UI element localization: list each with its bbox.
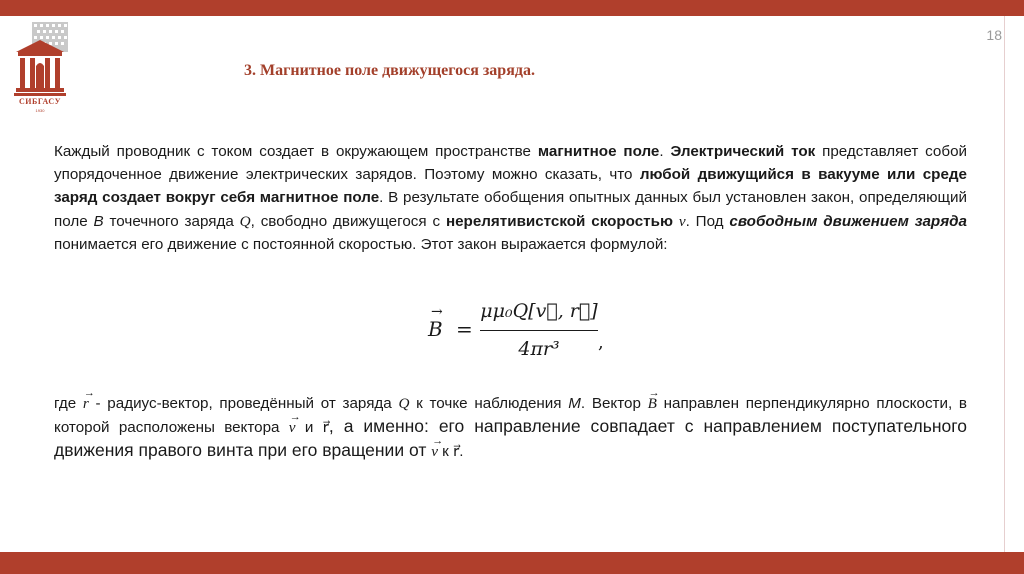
explanation-paragraph: где → r - радиус-вектор, проведённый от заряда Q к точке наблюдения M. Вектор → B направлен перпендикулярно плоскости, в которой расположены вектора → v и r⃗, а именно: его направление совпадает с направлением поступательного движения правого винта при его вращении от → v к r⃗. <box>54 392 967 463</box>
formula-denominator: 4πr³ <box>518 338 560 360</box>
logo-subtitle: 1930 <box>35 108 45 113</box>
vector-r: → r <box>82 387 95 412</box>
formula-comma: , <box>598 332 604 353</box>
intro-paragraph: Каждый проводник с током создает в окружающем пространстве магнитное поле. Электрический ток представляет собой упорядоченное движение электрических зарядов. Поэтому можно сказать, что любой движущийся в вакууме или среде заряд создает вокруг себя магнитное поле. В результате обобщения опытных данных был установлен закон, определяющий поле B точечного заряда Q, свободно движущегося с нерелятивистской скоростью v. Под свободным движением заряда понимается его движение с постоянной скоростью. Этот закон выражается формулой: <box>54 143 967 253</box>
formula-equals: = <box>456 317 473 341</box>
vector-v-2: → v <box>431 435 444 460</box>
formula-lhs: → B <box>428 304 443 341</box>
biot-savart-formula <box>428 300 628 372</box>
formula-numerator: μμ₀Q[v⃗, r⃗] <box>480 300 598 322</box>
logo-caption: СИБГАСУ <box>19 97 61 106</box>
vector-b: → B <box>647 387 660 412</box>
slide-title: 3. Магнитное поле движущегося заряда. <box>244 62 535 79</box>
bottom-accent-bar <box>0 552 1024 574</box>
page-number: 18 <box>986 27 1002 43</box>
vector-v: → v <box>288 411 301 436</box>
top-accent-bar <box>0 0 1024 16</box>
fraction-bar <box>480 330 598 331</box>
university-building-icon <box>10 22 70 104</box>
right-divider <box>1004 16 1005 552</box>
